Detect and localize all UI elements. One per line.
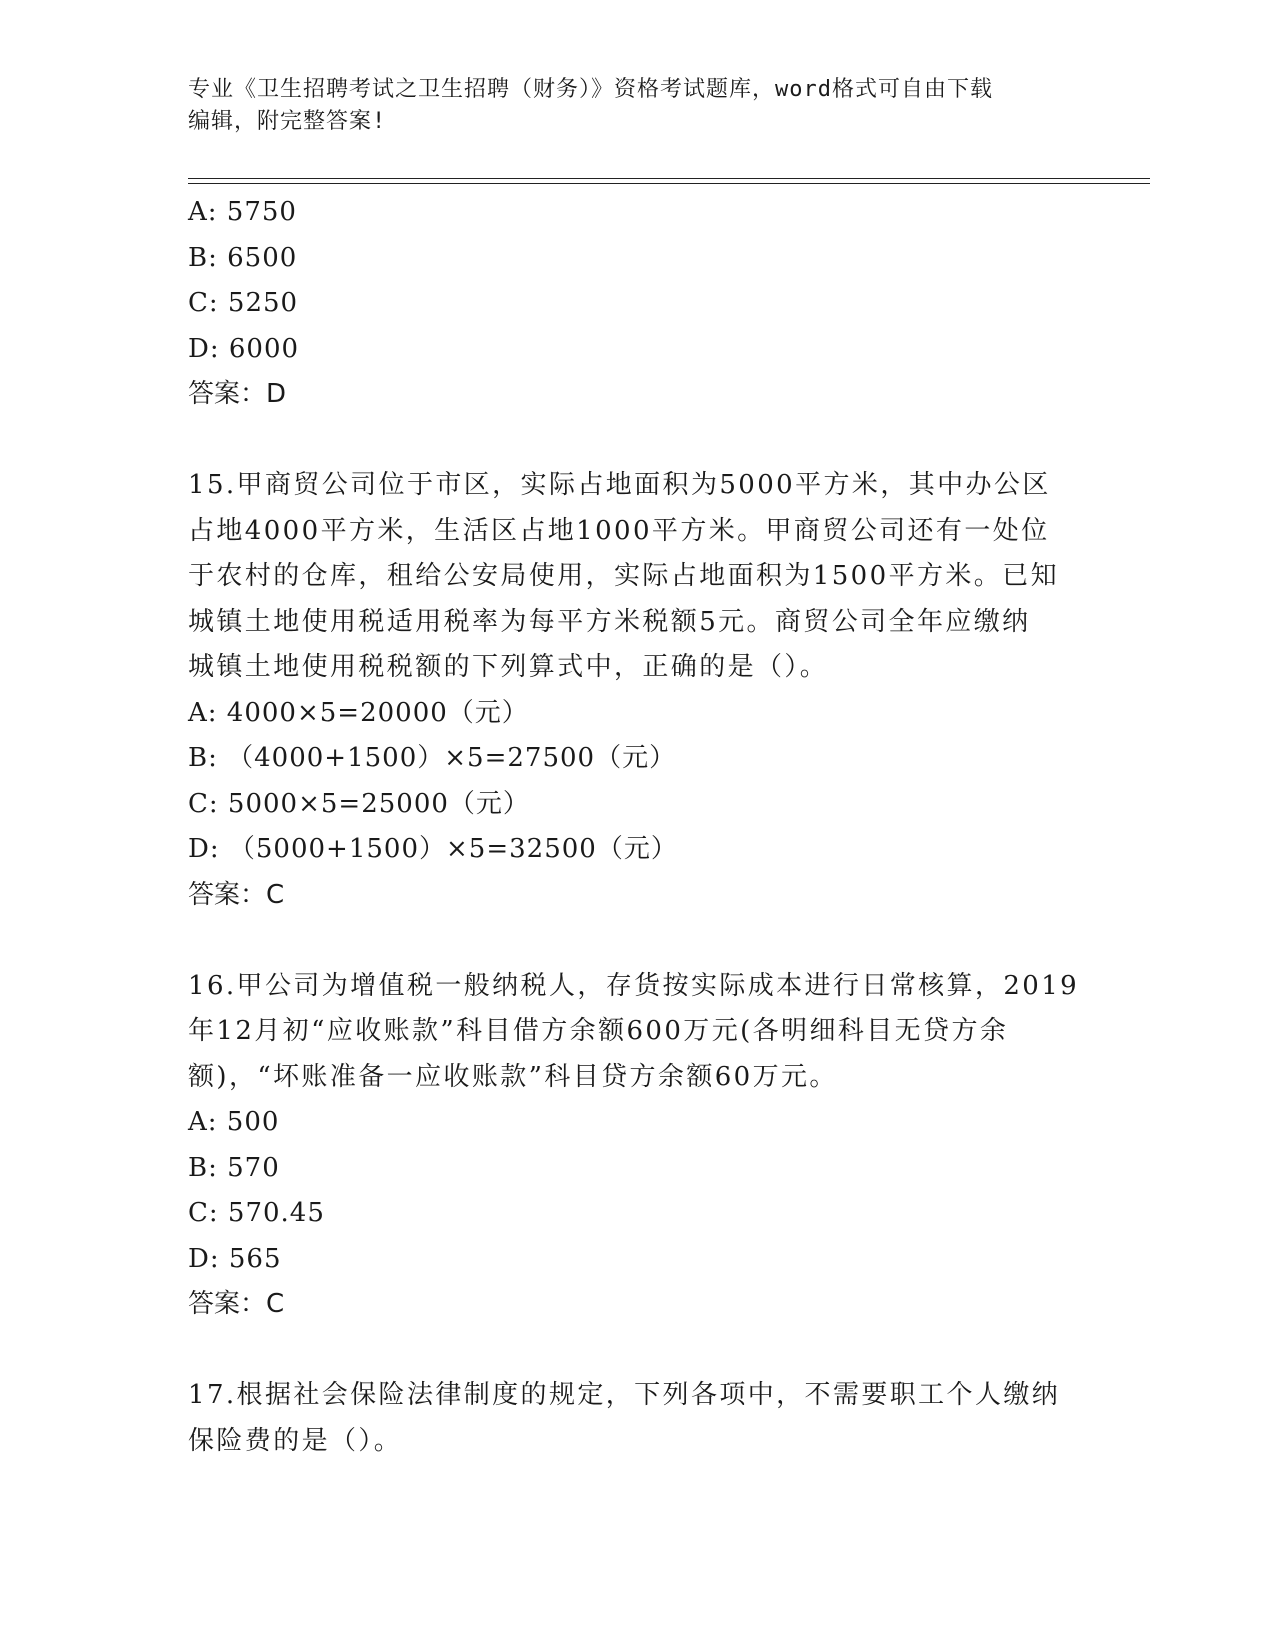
header-line-2: 编辑，附完整答案! (188, 109, 387, 134)
spacer (188, 1328, 1088, 1374)
option-a: A: 5750 (188, 197, 297, 227)
document-body (188, 190, 1088, 1464)
question-text-line: 年12月初“应收账款”科目借方余额600万元(各明细科目无贷方余 (188, 1016, 1009, 1046)
option-c: C: 570.45 (188, 1198, 325, 1228)
header-divider-top (188, 178, 1150, 179)
option-a: A: 4000×5=20000（元） (188, 697, 529, 728)
question-text-line: 16.甲公司为增值税一般纳税人，存货按实际成本进行日常核算，2019 (188, 970, 1080, 1001)
option-a: A: 500 (188, 1107, 280, 1137)
option-b: B: 570 (188, 1152, 280, 1183)
header-divider-bottom (188, 183, 1150, 184)
question-text-line: 额)，“坏账准备一应收账款”科目贷方余额60万元。 (188, 1061, 838, 1092)
question-text-line: 于农村的仓库，租给公安局使用，实际占地面积为1500平方米。已知 (188, 561, 1059, 591)
question-text-line: 城镇土地使用税适用税率为每平方米税额5元。商贸公司全年应缴纳 (188, 606, 1031, 637)
option-d: D: 565 (188, 1243, 282, 1274)
option-c: C: 5250 (188, 288, 299, 318)
question-text-line: 17.根据社会保险法律制度的规定，下列各项中，不需要职工个人缴纳 (188, 1380, 1061, 1410)
question-17-text (188, 1373, 1088, 1464)
answer-line: 答案：D (188, 379, 287, 409)
question-15-text (188, 463, 1088, 691)
option-b: B: （4000+1500）×5=27500（元） (188, 743, 677, 773)
header-line-1: 专业《卫生招聘考试之卫生招聘（财务）》资格考试题库，word格式可自由下载 (188, 77, 993, 102)
question-15 (188, 463, 1088, 918)
spacer (188, 918, 1088, 964)
question-17 (188, 1373, 1088, 1464)
question-text-line: 保险费的是（）。 (188, 1425, 403, 1456)
answer-line: 答案：C (188, 1289, 285, 1319)
question-text-line: 占地4000平方米，生活区占地1000平方米。甲商贸公司还有一处位 (188, 515, 1050, 546)
question-text-line: 城镇土地使用税税额的下列算式中，正确的是（）。 (188, 652, 829, 682)
option-c: C: 5000×5=25000（元） (188, 788, 530, 819)
document-header (188, 74, 1068, 138)
option-d: D: 6000 (188, 333, 300, 364)
question-16-text (188, 964, 1088, 1101)
spacer (188, 418, 1088, 464)
answer-line: 答案：C (188, 879, 285, 910)
question-14-continued (188, 190, 1088, 418)
option-d: D: （5000+1500）×5=32500（元） (188, 834, 678, 864)
option-b: B: 6500 (188, 242, 298, 273)
question-16 (188, 964, 1088, 1328)
question-text-line: 15.甲商贸公司位于市区，实际占地面积为5000平方米，其中办公区 (188, 470, 1051, 500)
